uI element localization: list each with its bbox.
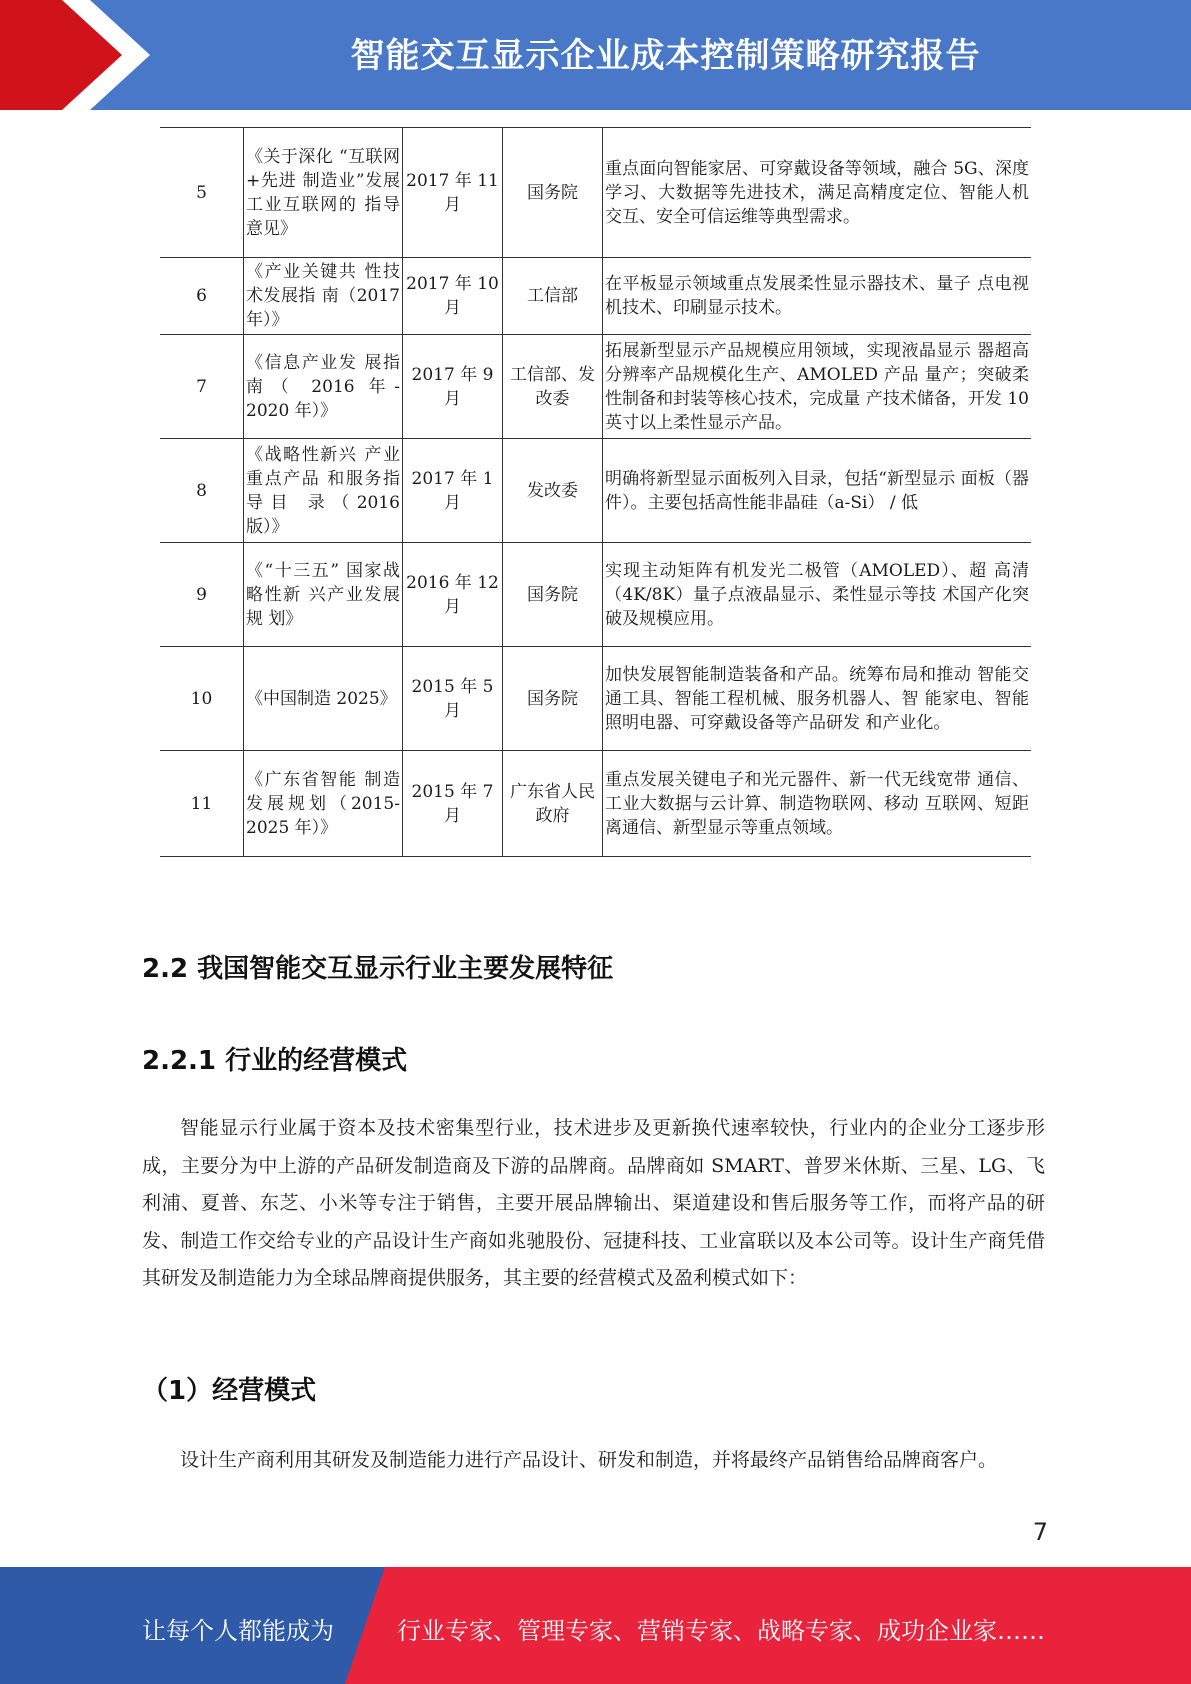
page-number: 7: [1032, 1518, 1048, 1546]
issuing-department: 广东省人民政府: [503, 751, 603, 857]
footer-slogan-lead: 让每个人都能成为: [142, 1617, 334, 1645]
issuing-department: 工信部、发改委: [503, 335, 603, 439]
issuing-department: 国务院: [503, 543, 603, 647]
page-footer: [0, 1567, 1191, 1684]
policy-description: 明确将新型显示面板列入目录，包括“新型显示 面板（器件）。主要包括高性能非晶硅（a-Si） / 低: [603, 439, 1032, 543]
issue-date: 2017 年 10 月: [403, 258, 503, 335]
policy-name: 《广东省智能 制造发展规划（2015-2025 年）》: [244, 751, 403, 857]
issue-date: 2017 年 9 月: [403, 335, 503, 439]
policy-description: 加快发展智能制造装备和产品。统筹布局和推动 智能交通工具、智能工程机械、服务机器人、智 能家电、智能照明电器、可穿戴设备等产品研发 和产业化。: [603, 647, 1032, 751]
table-row: [160, 128, 1031, 258]
table-row: [160, 335, 1031, 439]
policy-table: [160, 127, 1031, 857]
section-heading: 2.2 我国智能交互显示行业主要发展特征: [142, 954, 614, 984]
body-paragraph: 智能显示行业属于资本及技术密集型行业，技术进步及更新换代速率较快，行业内的企业分工逐步形成，主要分为中上游的产品研发制造商及下游的品牌商。品牌商如 SMART、普罗米休斯、三星、LG、飞利浦、夏普、东芝、小米等专注于销售，主要开展品牌输出、渠道建设和售后服务等工作，而将产品的研发、制造工作交给专业的产品设计生产商如兆驰股份、冠捷科技、工业富联以及本公司等。设计生产商凭借其研发及制造能力为全球品牌商提供服务，其主要的经营模式及盈利模式如下：: [142, 1117, 1045, 1289]
policy-description: 拓展新型显示产品规模应用领域，实现液晶显示 器超高分辨率产品规模化生产、AMOLED 产品 量产；突破柔性制备和封装等核心技术，完成量 产技术储备，开发 10 英寸以上柔性显示产品。: [603, 335, 1032, 439]
issue-date: 2016 年 12 月: [403, 543, 503, 647]
subsection-heading: 2.2.1 行业的经营模式: [142, 1046, 408, 1076]
issuing-department: 国务院: [503, 647, 603, 751]
issue-date: 2017 年 11 月: [403, 128, 503, 258]
row-number: 9: [160, 543, 244, 647]
policy-name: 《中国制造 2025》: [244, 647, 403, 751]
policy-description: 实现主动矩阵有机发光二极管（AMOLED）、超 高清（4K/8K）量子点液晶显示、柔性显示等技 术国产化突破及规模应用。: [603, 543, 1032, 647]
issue-date: 2017 年 1 月: [403, 439, 503, 543]
issuing-department: 国务院: [503, 128, 603, 258]
policy-description: 在平板显示领域重点发展柔性显示器技术、量子 点电视机技术、印刷显示技术。: [603, 258, 1032, 335]
table-row: [160, 439, 1031, 543]
table-row: [160, 751, 1031, 857]
row-number: 7: [160, 335, 244, 439]
row-number: 5: [160, 128, 244, 258]
table-row: [160, 258, 1031, 335]
table-row: [160, 543, 1031, 647]
row-number: 6: [160, 258, 244, 335]
page-header: [0, 0, 1191, 110]
row-number: 10: [160, 647, 244, 751]
policy-description: 重点发展关键电子和光元器件、新一代无线宽带 通信、工业大数据与云计算、制造物联网、移动 互联网、短距离通信、新型显示等重点领域。: [603, 751, 1032, 857]
issuing-department: 发改委: [503, 439, 603, 543]
body-paragraph: 设计生产商利用其研发及制造能力进行产品设计、研发和制造，并将最终产品销售给品牌商客户。: [180, 1449, 998, 1471]
footer-slogan-roles: 行业专家、管理专家、营销专家、战略专家、成功企业家……: [397, 1617, 1045, 1645]
table-row: [160, 647, 1031, 751]
subsubsection-heading: （1）经营模式: [142, 1376, 317, 1406]
row-number: 8: [160, 439, 244, 543]
policy-name: 《“十三五” 国家战略性新 兴产业发展规 划》: [244, 543, 403, 647]
policy-description: 重点面向智能家居、可穿戴设备等领域，融合 5G、深度学习、大数据等先进技术，满足高精度定位、智能人机交互、安全可信运维等典型需求。: [603, 128, 1032, 258]
issue-date: 2015 年 7 月: [403, 751, 503, 857]
policy-name: 《产业关键共 性技术发展指 南（2017 年）》: [244, 258, 403, 335]
report-title: 智能交互显示企业成本控制策略研究报告: [350, 36, 981, 76]
row-number: 11: [160, 751, 244, 857]
header-arrow-decoration: [0, 0, 150, 110]
policy-name: 《信息产业发 展指南（ 2016 年- 2020 年）》: [244, 335, 403, 439]
policy-name: 《关于深化 “互联网+先进 制造业”发展 工业互联网的 指导意见》: [244, 128, 403, 258]
issue-date: 2015 年 5 月: [403, 647, 503, 751]
policy-name: 《战略性新兴 产业重点产品 和服务指导目 录（2016 版）》: [244, 439, 403, 543]
issuing-department: 工信部: [503, 258, 603, 335]
